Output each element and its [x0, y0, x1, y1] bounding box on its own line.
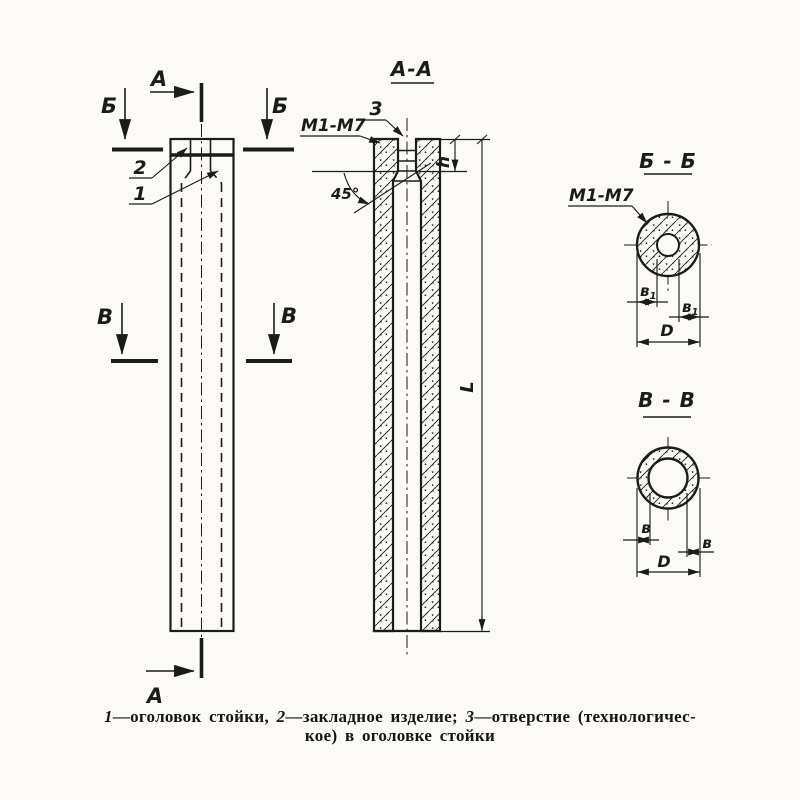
vv-d-label: D — [657, 552, 671, 571]
cavity-funnel-right — [211, 171, 222, 183]
bb-b1-right-label: $в_1$ — [682, 298, 699, 318]
cavity-funnel-left — [182, 171, 191, 183]
caption-ref-2: 2 — [276, 707, 286, 726]
cut-label-v-left: В — [96, 305, 114, 329]
bb-b1-left-label: $в_1$ — [640, 282, 657, 302]
section-bb-title: Б - Б — [639, 149, 697, 173]
caption — [0, 707, 800, 745]
aa-angle-label: 45° — [331, 185, 360, 203]
part-label-3: 3 — [369, 98, 383, 120]
bb-embed-label: М1-М7 — [569, 186, 634, 206]
cut-label-b-left: Б — [100, 94, 118, 118]
cut-label-b-right: Б — [271, 94, 289, 118]
caption-line-2: кое) в оголовке стойки — [304, 726, 496, 745]
aa-embed-label: М1-М7 — [301, 116, 366, 136]
aa-wall-left — [374, 139, 398, 631]
section-view-vv — [623, 388, 714, 577]
part-3-leader — [386, 120, 403, 136]
cut-label-v-right: В — [280, 304, 298, 328]
front-view — [97, 67, 297, 708]
caption-line-1: 1—оголовок стойки, 2—закладное изделие; 3—отверстие (технологичес- — [104, 707, 696, 726]
bb-inner-hole — [657, 234, 679, 256]
cut-label-a-top: А — [150, 67, 168, 91]
section-aa-title: А-А — [390, 57, 434, 81]
cut-label-a-bottom: А — [146, 684, 164, 708]
caption-ref-3: 3 — [465, 707, 475, 726]
aa-wall-right — [416, 139, 440, 631]
part-label-1: 1 — [133, 183, 147, 205]
aa-h-label: h — [434, 155, 454, 169]
vv-b-right-label: в — [702, 534, 712, 552]
part-label-2: 2 — [133, 157, 147, 179]
section-view-aa — [300, 57, 490, 658]
part-1-leader — [152, 171, 218, 204]
section-view-bb — [568, 149, 712, 347]
bb-embed-leader — [632, 206, 647, 223]
aa-l-label: L — [457, 381, 478, 393]
caption-ref-1: 1 — [104, 707, 113, 726]
vv-inner-hole — [649, 459, 688, 498]
vv-b-left-label: в — [641, 519, 651, 537]
section-vv-title: В - В — [638, 388, 696, 412]
bb-d-label: D — [660, 321, 674, 340]
